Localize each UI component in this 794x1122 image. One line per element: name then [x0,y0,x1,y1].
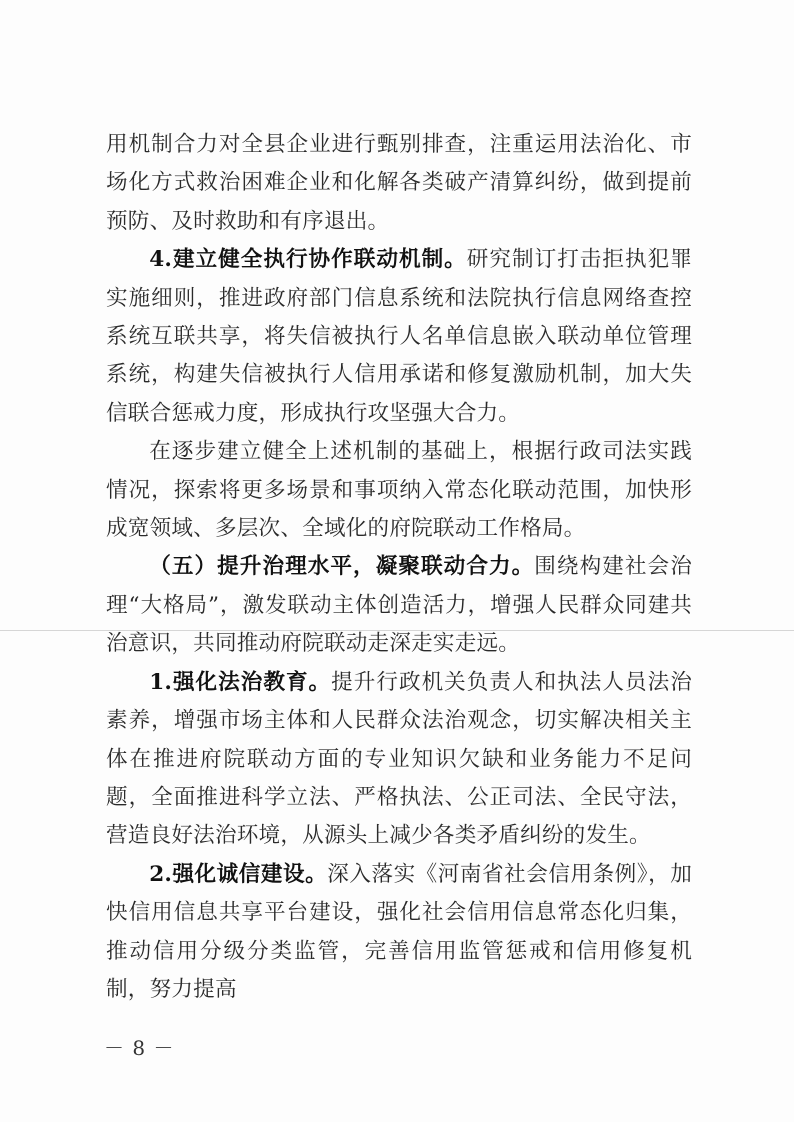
paragraph-integrity-building [106,856,692,1010]
paragraph-legal-education [106,664,692,856]
body-text [106,126,692,1009]
paragraph-heading: 4.建立健全执行协作联动机制。 [149,247,467,273]
paragraph-continuation [106,126,692,241]
paragraph-heading: 1.强化法治教育。 [149,669,332,695]
page-number: － 8 － [104,1036,175,1060]
paragraph-body: 在逐步建立健全上述机制的基础上，根据行政司法实践情况，探索将更多场景和事项纳入常态化联动范围，加快形成宽领域、多层次、全域化的府院联动工作格局。 [106,439,692,542]
paragraph-heading: 2.强化诚信建设。 [149,861,328,887]
section-heading: （五）提升治理水平，凝聚联动合力。 [149,554,535,580]
paragraph-body: 围绕构建社会治理“大格局”，激发联动主体创造活力，增强人民群众同建共治意识，共同推动府院联动走深走实走远。 [106,554,692,657]
paragraph-section-five [106,548,692,663]
paragraph-body: 提升行政机关负责人和执法人员法治素养，增强市场主体和人民群众法治观念，切实解决相关主体在推进府院联动方面的专业知识欠缺和业务能力不足问题，全面推进科学立法、严格执法、公正司法、全民守法，营造良好法治环境，从源头上减少各类矛盾纠纷的发生。 [106,669,693,849]
paragraph-body: 用机制合力对全县企业进行甄别排查，注重运用法治化、市场化方式救治困难企业和化解各类破产清算纠纷，做到提前预防、及时救助和有序退出。 [106,132,692,234]
paragraph-summary [106,433,692,548]
paragraph-execution-mechanism [106,241,692,433]
paragraph-body: 深入落实《河南省社会信用条例》，加快信用信息共享平台建设，强化社会信用信息常态化归集，推动信用分级分类监管，完善信用监管惩戒和信用修复机制，努力提高 [106,861,693,1002]
paragraph-body: 研究制订打击拒执犯罪实施细则，推进政府部门信息系统和法院执行信息网络查控系统互联共享，将失信被执行人名单信息嵌入联动单位管理系统，构建失信被执行人信用承诺和修复激励机制，加大失信联合惩戒力度，形成执行攻坚强大合力。 [106,247,692,426]
